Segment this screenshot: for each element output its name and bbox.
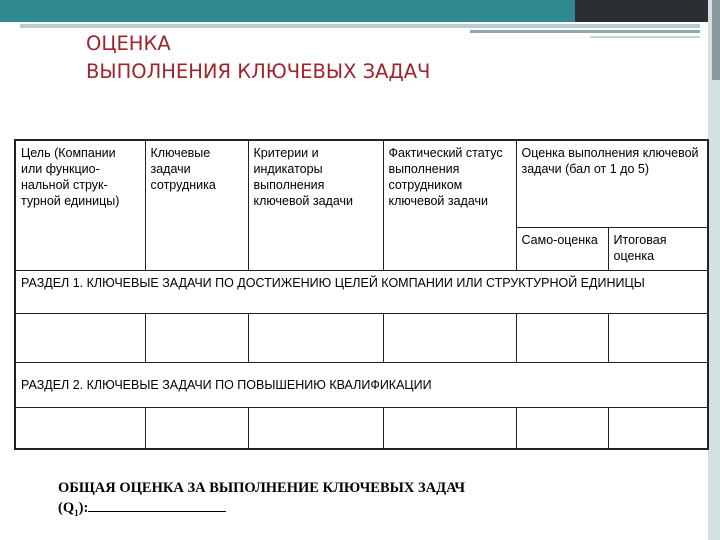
table-cell[interactable]: [15, 314, 145, 363]
q-subscript: 1: [74, 507, 79, 518]
header-goal: Цель (Компании или функцио-нальной струк-турной единицы): [15, 140, 145, 271]
table-cell[interactable]: [516, 314, 608, 363]
table-cell[interactable]: [608, 314, 708, 363]
header-key-tasks: Ключевые задачи сотрудника: [145, 140, 248, 271]
title-line-1: ОЦЕНКА: [86, 32, 171, 55]
total-score-block: [58, 478, 465, 523]
section-1-title: РАЗДЕЛ 1. КЛЮЧЕВЫЕ ЗАДАЧИ ПО ДОСТИЖЕНИЮ ЦЕЛЕЙ КОМПАНИИ ИЛИ СТРУКТУРНОЙ ЕДИНИЦЫ: [15, 271, 708, 314]
evaluation-table: [14, 139, 709, 450]
q-close: ):: [78, 500, 89, 516]
section-2-title: РАЗДЕЛ 2. КЛЮЧЕВЫЕ ЗАДАЧИ ПО ПОВЫШЕНИЮ КВАЛИФИКАЦИИ: [15, 363, 708, 408]
header-final-evaluation: Итоговая оценка: [608, 228, 708, 271]
q-open: (Q: [58, 500, 75, 516]
title-line-2: ВЫПОЛНЕНИЯ КЛЮЧЕВЫХ ЗАДАЧ: [86, 60, 431, 83]
table-row: [15, 314, 708, 363]
table-cell[interactable]: [15, 408, 145, 450]
table-cell[interactable]: [248, 314, 383, 363]
total-score-label: ОБЩАЯ ОЦЕНКА ЗА ВЫПОЛНЕНИЕ КЛЮЧЕВЫХ ЗАДАЧ: [58, 480, 465, 496]
header-evaluation: Оценка выполнения ключевой задачи (бал от 1 до 5): [516, 140, 708, 228]
header-self-evaluation: Само-оценка: [516, 228, 608, 271]
header-actual-status: Фактический статус выполнения сотрудником ключевой задачи: [383, 140, 516, 271]
section-2-row: [15, 363, 708, 408]
table-cell[interactable]: [383, 408, 516, 450]
q1-line: [58, 498, 465, 523]
section-1-row: [15, 271, 708, 314]
table-row: [15, 408, 708, 450]
table-cell[interactable]: [383, 314, 516, 363]
header-row: [15, 140, 708, 228]
q1-blank-field[interactable]: [88, 499, 226, 512]
right-edge-dark-stripe: [712, 0, 720, 80]
table-cell[interactable]: [516, 408, 608, 450]
decorative-line: [20, 24, 700, 28]
header-criteria: Критерии и индикаторы выполнения ключевой задачи: [248, 140, 383, 271]
decorative-line: [470, 30, 700, 33]
table-cell[interactable]: [248, 408, 383, 450]
table-cell[interactable]: [145, 314, 248, 363]
table-cell[interactable]: [145, 408, 248, 450]
top-dark-accent: [575, 0, 720, 22]
table-cell[interactable]: [608, 408, 708, 450]
right-edge-stripe: [708, 0, 720, 540]
decorative-line: [590, 36, 700, 38]
page-title: [86, 30, 430, 86]
